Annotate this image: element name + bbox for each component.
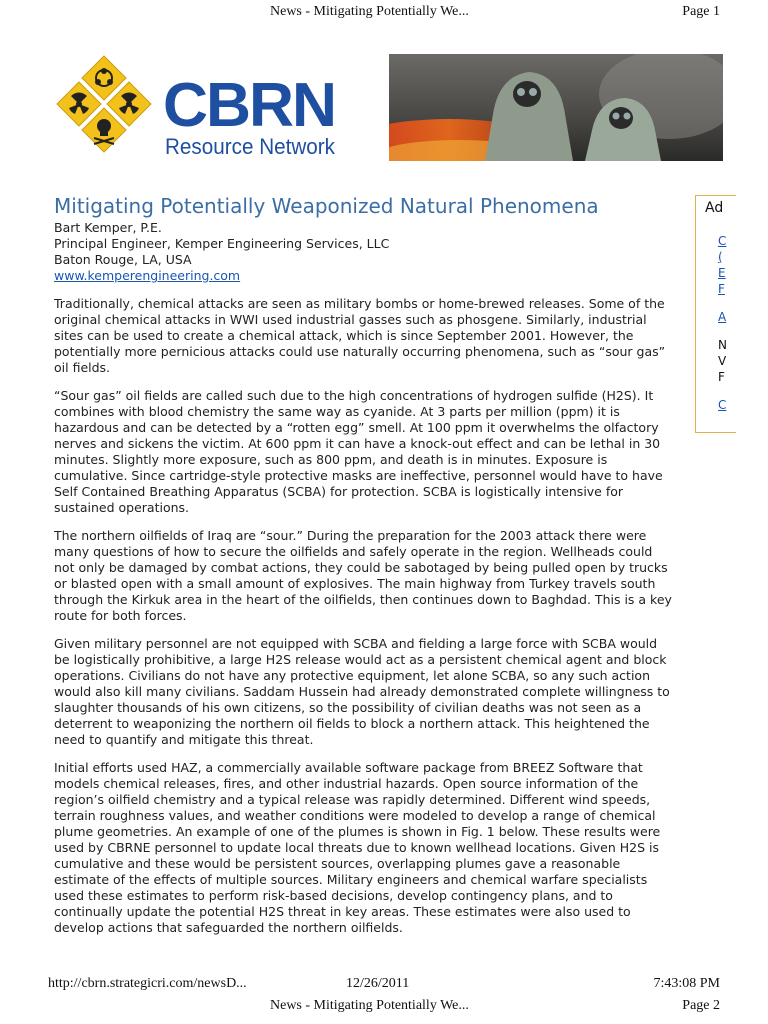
- cbrn-logo[interactable]: [53, 54, 345, 160]
- article-paragraph: The northern oilfields of Iraq are “sour.” During the preparation for the 2003 attack there were many questions of how to secure the oilfields and safely operate in the region. Wellheads could not only be damaged by combat actions, they could be sabotaged by being pulled open by trucks or blasted open with a small amount of explosives. The main highway from Turkey travels south through the Kirkuk area in the heart of the oilfields, then continues down to Baghdad. This is a key route for both forces.: [54, 528, 672, 623]
- author-website-link[interactable]: www.kemperengineering.com: [54, 268, 241, 283]
- article-paragraph: Given military personnel are not equipped with SCBA and fielding a large force with SCBA would be logistically prohibitive, a large H2S release would act as a persistent chemical agent and block operations. Civilians do not have any protective equipment, let alone SCBA, so any such action would also kill many civilians. Saddam Hussein had already demonstrated complete willingness to slaughter thousands of his own citizens, so the possibility of civilian deaths was not seen as a deterrent to weaponizing the northern oil fields to block a northern attack. This heightened the need to quantify and mitigate this threat.: [54, 636, 670, 747]
- article-paragraph: Initial efforts used HAZ, a commercially available software package from BREEZ Software that models chemical releases, fires, and other industrial hazards. Open source information of the region’s oilfield chemistry and a typical release was rapidly determined. Different wind speeds, terrain roughness values, and weather conditions were modeled to develop a range of chemical plume geometries. An example of one of the plumes is shown in Fig. 1 below. These results were used by CBRNE personnel to update local threats due to known wellhead locations. Given H2S is cumulative and these would be persistent sources, overlapping plumes gave a reasonable estimate of the effects of multiple sources. Military engineers and chemical warfare specialists used these estimates to perform risk-based decisions, develop contingency plans, and to continually update the potential H2S threat in key areas. These estimates were also used to develop actions that safeguarded the northern oilfields.: [54, 760, 661, 935]
- sidebar-text: F: [718, 370, 725, 384]
- sidebar-label: Ad: [705, 200, 724, 216]
- sidebar-text: N: [718, 338, 727, 352]
- article-paragraph: Traditionally, chemical attacks are seen as military bombs or home-brewed releases. Some of the original chemical attacks in WWI used industrial gasses such as phosgene. Similarly, industrial sites can be used to create a chemical attack, which is since September 2001. However, the potentially more pernicious attacks could use naturally occurring phenomena, such as “sour gas” oil fields.: [54, 296, 666, 375]
- sidebar-link[interactable]: C: [718, 398, 727, 412]
- footer-time: 7:43:08 PM: [653, 976, 720, 991]
- sidebar-link[interactable]: E: [718, 266, 726, 280]
- sidebar-ads-box: [695, 195, 736, 433]
- author-name: Bart Kemper, P.E.: [54, 220, 162, 235]
- byline: [54, 220, 672, 284]
- print-header-title: News - Mitigating Potentially We...: [270, 998, 469, 1013]
- print-page-number: Page 1: [682, 4, 720, 19]
- print-header-title: News - Mitigating Potentially We...: [270, 4, 469, 19]
- sidebar-link[interactable]: A: [718, 310, 727, 324]
- sidebar-link[interactable]: F: [718, 282, 725, 296]
- sidebar-link[interactable]: (: [718, 250, 723, 264]
- sidebar-link[interactable]: C: [718, 234, 727, 248]
- hero-photo: [389, 54, 723, 161]
- footer-url: http://cbrn.strategicri.com/newsD...: [48, 976, 247, 991]
- article-title: Mitigating Potentially Weaponized Natural Phenomena: [54, 194, 599, 218]
- logo-subtext: Resource Network: [165, 134, 336, 159]
- logo-text: CBRN: [163, 71, 335, 140]
- sidebar-text: V: [718, 354, 727, 368]
- author-location: Baton Rouge, LA, USA: [54, 252, 192, 267]
- footer-date: 12/26/2011: [346, 976, 410, 991]
- print-footer: [0, 972, 768, 996]
- print-page-number: Page 2: [682, 998, 720, 1013]
- print-header-page2: [0, 996, 768, 1020]
- article: [54, 193, 672, 936]
- print-header: [0, 0, 768, 24]
- author-role: Principal Engineer, Kemper Engineering Services, LLC: [54, 236, 390, 251]
- article-paragraph: “Sour gas” oil fields are called such due to the high concentrations of hydrogen sulfide (H2S). It combines with blood chemistry the same way as cyanide. At 3 parts per million (ppm) it is hazardous and can be detected by a “rotten egg” smell. At 100 ppm it overwhelms the olfactory nerves and sickens the victim. At 600 ppm it can have a knock-out effect and can be lethal in 30 minutes. Slightly more exposure, such as 800 ppm, and death is in minutes. Exposure is cumulative. Since cartridge-style protective masks are ineffective, personnel would have to have Self Contained Breathing Apparatus (SCBA) for protection. SCBA is logistically intensive for sustained operations.: [54, 388, 663, 515]
